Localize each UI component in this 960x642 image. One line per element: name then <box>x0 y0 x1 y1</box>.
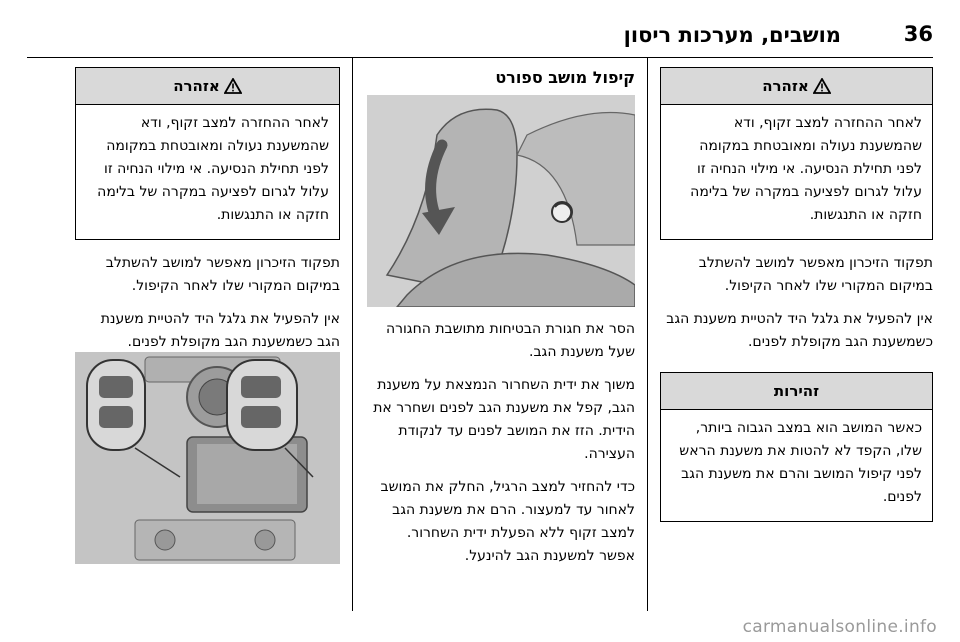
page-header <box>27 22 933 58</box>
right-column <box>660 67 933 522</box>
step-remove-belt: הסר את חגורת הבטיחות מתושבת החגורה שעל משענת הגב. <box>385 321 635 360</box>
watermark: carmanualsonline.info <box>742 617 937 637</box>
step-return-upright: כדי להחזיר למצב הרגיל, החלק את המושב לאחור עד למעצור. הרם את משענת הגב למצב זקוף ללא הפעלת ידית השחרור. אפשר למשענת הגב להינעל. <box>380 479 635 564</box>
warning-box <box>660 67 933 240</box>
warning-heading-left <box>76 68 339 105</box>
heated-seat-buttons-illustration-icon <box>75 352 340 564</box>
middle-column-steps <box>367 318 635 568</box>
warning-triangle-icon <box>813 78 831 94</box>
warning-text: לאחר ההחזרה למצב זקוף, ודא שהמשענת נעולה ומאובטחת במקומה לפני תחילת הנסיעה. אי מילוי הנחיה זו עלול לגרום לפציעה במקרה של בלימה חזקה או התנגשות. <box>690 115 922 223</box>
memory-paragraph-left: תפקוד הזיכרון מאפשר למושב להשתלב במיקום המקורי שלו לאחר הקיפול. <box>105 255 340 294</box>
handwheel-paragraph-left: אין להפעיל את גלגל היד להטיית משענת הגב כשמשענת הגב מקופלת לפנים. <box>100 311 340 350</box>
heated-seat-figure <box>75 352 340 564</box>
warning-heading-label-left: אזהרה <box>173 77 220 95</box>
caution-text: כאשר המושב הוא במצב הגבוה ביותר, שלו, הקפד לא להטות את משענת הראש לפני קיפול המושב והרם את משענת הגב לפנים. <box>679 420 922 505</box>
step-fold-backrest: משוך את ידית השחרור הנמצאת על משענת הגב, קפל את משענת הגב לפנים ושחרר את הידית. הזז את המושב לפנים עד לנקודת העצירה. <box>373 377 635 462</box>
warning-triangle-icon <box>224 78 242 94</box>
column-divider-right <box>647 58 648 611</box>
page-title: מושבים, מערכות ריסון <box>623 23 841 47</box>
warning-heading <box>661 68 932 105</box>
header-rule <box>27 57 933 58</box>
seat-fold-illustration-icon <box>367 95 635 307</box>
warning-box-left <box>75 67 340 240</box>
left-column <box>75 67 340 394</box>
middle-column <box>367 67 635 89</box>
page-number: 36 <box>903 22 933 46</box>
memory-paragraph: תפקוד הזיכרון מאפשר למושב להשתלב במיקום המקורי שלו לאחר הקיפול. <box>698 255 933 294</box>
column-divider-left <box>352 58 353 611</box>
warning-text-left: לאחר ההחזרה למצב זקוף, ודא שהמשענת נעולה ומאובטחת במקומה לפני תחילת הנסיעה. אי מילוי הנחיה זו עלול לגרום לפציעה במקרה של בלימה חזקה או התנגשות. <box>97 115 329 223</box>
caution-box <box>660 372 933 522</box>
caution-heading: זהירות <box>661 373 932 410</box>
section-title-sport-seat: קיפול מושב ספורט <box>495 68 635 87</box>
seat-fold-figure <box>367 95 635 307</box>
handwheel-paragraph: אין להפעיל את גלגל היד להטיית משענת הגב כשמשענת הגב מקופלת לפנים. <box>666 311 933 350</box>
warning-heading-label: אזהרה <box>762 77 809 95</box>
